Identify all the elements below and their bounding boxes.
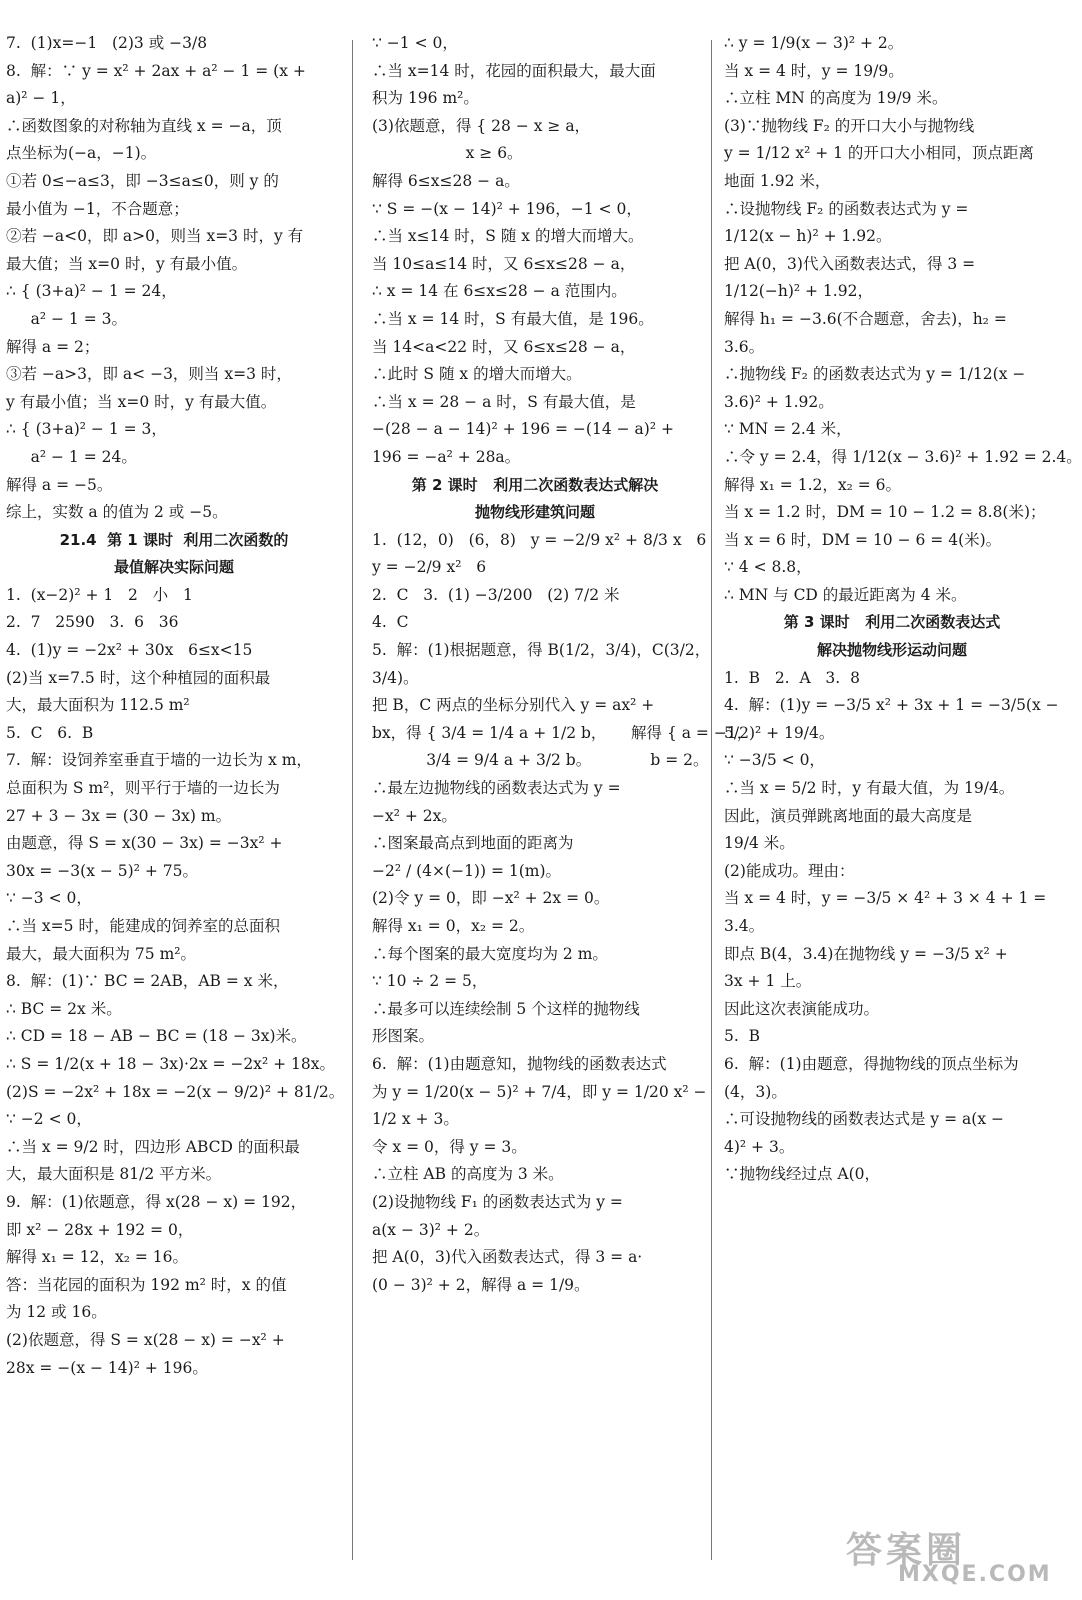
text-line: ∴当 x = 14 时，S 有最大值，是 196。 xyxy=(372,309,654,328)
column-divider xyxy=(711,40,712,1560)
section-heading: 第 3 课时 利用二次函数表达式 xyxy=(783,613,1001,632)
text-line: (2)当 x=7.5 时，这个种植园的面积最 xyxy=(6,668,271,687)
text-line: 点坐标为(−a，−1)。 xyxy=(6,144,157,163)
text-line: y 有最小值；当 x=0 时，y 有最大值。 xyxy=(6,392,277,411)
text-line: 解得 x₁ = 12，x₂ = 16。 xyxy=(6,1248,188,1267)
text-line: (2)令 y = 0，即 −x² + 2x = 0。 xyxy=(372,889,610,908)
text-line: (2)能成功。理由： xyxy=(724,861,855,880)
text-line: ∵ MN = 2.4 米， xyxy=(724,420,852,439)
text-line: ∴当 x=5 时，能建成的饲养室的总面积 xyxy=(6,917,280,935)
text-line: 为 12 或 16。 xyxy=(6,1303,107,1322)
text-line: 解得 6≤x≤28 − a。 xyxy=(372,171,520,190)
text-line: 5. C 6. B xyxy=(6,723,94,742)
text-line: ∵ −3/5 < 0， xyxy=(724,751,825,770)
text-line: 3.6)² + 1.92。 xyxy=(724,392,834,411)
text-line: 30x = −3(x − 5)² + 75。 xyxy=(6,861,198,880)
text-line: 4. 解：(1)y = −3/5 x² + 3x + 1 = −3/5(x − xyxy=(724,696,1059,715)
text-line: ∴当 x = 28 − a 时，S 有最大值，是 xyxy=(372,392,636,411)
text-line: 当 14<a<22 时，又 6≤x≤28 − a， xyxy=(372,337,636,356)
text-line: (4，3)。 xyxy=(724,1082,787,1101)
text-line: 答：当花园的面积为 192 m² 时，x 的值 xyxy=(6,1275,287,1294)
text-line: 3.4。 xyxy=(724,917,765,935)
text-line: ∵ −3 < 0， xyxy=(6,889,92,908)
text-line: ∴图案最高点到地面的距离为 xyxy=(372,834,574,853)
text-line: ∵抛物线经过点 A(0， xyxy=(724,1165,881,1184)
text-line: 当 x = 4 时，y = 19/9。 xyxy=(724,61,904,80)
text-line: a(x − 3)² + 2。 xyxy=(372,1220,490,1239)
text-line: ∵ 4 < 8.8， xyxy=(724,558,812,577)
text-line: ∴可设抛物线的函数表达式是 y = a(x − xyxy=(724,1110,1004,1129)
text-line: 5/2)² + 19/4。 xyxy=(724,723,835,742)
text-line: x ≥ 6。 xyxy=(372,144,523,163)
text-line: ∴函数图象的对称轴为直线 x = −a，顶 xyxy=(6,116,282,135)
text-line: ∴当 x≤14 时，S 随 x 的增大而增大。 xyxy=(372,227,644,246)
text-line: 4. (1)y = −2x² + 30x 6≤x<15 xyxy=(6,641,253,660)
text-line: 3x + 1 上。 xyxy=(724,972,812,991)
text-line: 综上，实数 a 的值为 2 或 −5。 xyxy=(6,503,228,522)
text-line: y = 1/12 x² + 1 的开口大小相同，顶点距离 xyxy=(724,144,1034,163)
text-line: 由题意，得 S = x(30 − 3x) = −3x² + xyxy=(6,834,283,853)
text-line: 6. 解：(1)由题意，得抛物线的顶点坐标为 xyxy=(724,1054,1019,1073)
watermark-logo xyxy=(846,1522,1056,1592)
text-line: ∴ S = 1/2(x + 18 − 3x)·2x = −2x² + 18x。 xyxy=(6,1054,336,1073)
text-line: 解得 a = −5。 xyxy=(6,475,113,494)
text-line: 2. 7 2590 3. 6 36 xyxy=(6,613,179,632)
text-line: 3/4)。 xyxy=(372,668,419,687)
text-line: (3)∵抛物线 F₂ 的开口大小与抛物线 xyxy=(724,116,975,135)
text-line: 大，最大面积为 112.5 m² xyxy=(6,696,190,715)
text-line: 令 x = 0，得 y = 3。 xyxy=(372,1137,527,1156)
text-line: 形图案。 xyxy=(372,1027,435,1046)
text-line: (2)S = −2x² + 18x = −2(x − 9/2)² + 81/2。 xyxy=(6,1082,345,1101)
text-line: ∴最多可以连续绘制 5 个这样的抛物线 xyxy=(372,999,640,1018)
text-line: −x² + 2x。 xyxy=(372,806,457,825)
text-line: ∴立柱 MN 的高度为 19/9 米。 xyxy=(724,89,948,108)
text-line: ∴当 x=14 时，花园的面积最大，最大面 xyxy=(372,61,656,80)
text-line: −2² / (4×(−1)) = 1(m)。 xyxy=(372,861,562,880)
section-heading: 最值解决实际问题 xyxy=(113,558,234,577)
text-line: 1. (x−2)² + 1 2 小 1 xyxy=(6,585,193,604)
section-heading: 第 2 课时 利用二次函数表达式解决 xyxy=(411,475,659,494)
text-line: 当 x = 4 时，y = −3/5 × 4² + 3 × 4 + 1 = xyxy=(724,889,1047,908)
text-line: 8. 解：(1)∵ BC = 2AB，AB = x 米， xyxy=(6,972,289,991)
text-line: ∴ BC = 2x 米。 xyxy=(6,999,122,1018)
watermark-url: MXQE.COM xyxy=(898,1562,1052,1587)
text-line: 1. (12，0) (6，8) y = −2/9 x² + 8/3 x 6 xyxy=(372,530,707,549)
text-line: a² − 1 = 3。 xyxy=(6,309,127,328)
text-line: bx，得 { 3/4 = 1/4 a + 1/2 b， 解得 { a = −1， xyxy=(372,723,753,742)
text-line: 28x = −(x − 14)² + 196。 xyxy=(6,1358,208,1377)
text-line: a)² − 1， xyxy=(6,89,76,108)
text-line: a² − 1 = 24。 xyxy=(6,447,137,466)
text-line: 1/12(x − h)² + 1.92。 xyxy=(724,227,892,246)
text-line: 最大值；当 x=0 时，y 有最小值。 xyxy=(6,254,248,273)
column-divider xyxy=(352,40,353,1560)
text-line: ①若 0≤−a≤3，即 −3≤a≤0，则 y 的 xyxy=(6,171,279,190)
text-line: 把 A(0，3)代入函数表达式，得 3 = xyxy=(724,254,976,273)
text-line: 解得 a = 2； xyxy=(6,337,100,356)
text-line: 5. B xyxy=(724,1027,761,1046)
text-line: 8. 解：∵ y = x² + 2ax + a² − 1 = (x + xyxy=(6,61,306,80)
column-right xyxy=(724,30,1082,1590)
text-line: 6. 解：(1)由题意知，抛物线的函数表达式 xyxy=(372,1054,667,1073)
text-line: 当 x = 6 时，DM = 10 − 6 = 4(米)。 xyxy=(724,530,1002,549)
text-line: 7. (1)x=−1 (2)3 或 −3/8 xyxy=(6,34,208,52)
text-line: ∵ S = −(x − 14)² + 196，−1 < 0， xyxy=(372,199,642,218)
text-line: 解得 x₁ = 0，x₂ = 2。 xyxy=(372,917,535,935)
text-line: ∴ { (3+a)² − 1 = 24， xyxy=(6,282,177,301)
text-line: (3)依题意，得 { 28 − x ≥ a， xyxy=(372,116,591,135)
text-line: ②若 −a<0，即 a>0，则当 x=3 时，y 有 xyxy=(6,227,304,246)
text-line: 4)² + 3。 xyxy=(724,1137,795,1156)
text-line: ∴设抛物线 F₂ 的函数表达式为 y = xyxy=(724,199,969,218)
text-line: 19/4 米。 xyxy=(724,834,795,853)
text-line: 积为 196 m²。 xyxy=(372,89,479,108)
section-heading: 21.4 第 1 课时 利用二次函数的 xyxy=(59,530,289,549)
text-line: ∴ y = 1/9(x − 3)² + 2。 xyxy=(724,34,904,52)
text-line: 把 A(0，3)代入函数表达式，得 3 = a· xyxy=(372,1248,643,1267)
text-line: 为 y = 1/20(x − 5)² + 7/4，即 y = 1/20 x² − xyxy=(372,1082,707,1101)
text-line: 当 10≤a≤14 时，又 6≤x≤28 − a， xyxy=(372,254,636,273)
text-line: ∴立柱 AB 的高度为 3 米。 xyxy=(372,1165,564,1184)
text-line: 因此这次表演能成功。 xyxy=(724,999,880,1018)
text-line: 总面积为 S m²，则平行于墙的一边长为 xyxy=(6,779,280,798)
text-line: 大，最大面积是 81/2 平方米。 xyxy=(6,1165,222,1184)
watermark-title: 答案圈 xyxy=(846,1530,967,1571)
text-line: ∴抛物线 F₂ 的函数表达式为 y = 1/12(x − xyxy=(724,365,1026,384)
text-line: 最小值为 −1，不合题意； xyxy=(6,199,189,218)
text-line: ∴最左边抛物线的函数表达式为 y = xyxy=(372,779,621,798)
text-line: 3.6。 xyxy=(724,337,765,356)
text-line: ∴ { (3+a)² − 1 = 3， xyxy=(6,420,167,439)
text-line: 9. 解：(1)依题意，得 x(28 − x) = 192， xyxy=(6,1192,307,1211)
text-line: ∵ −1 < 0， xyxy=(372,34,458,52)
text-line: ∴ x = 14 在 6≤x≤28 − a 范围内。 xyxy=(372,282,627,301)
text-line: (2)设抛物线 F₁ 的函数表达式为 y = xyxy=(372,1192,623,1211)
text-line: ∴此时 S 随 x 的增大而增大。 xyxy=(372,365,582,384)
section-heading: 解决抛物线形运动问题 xyxy=(816,641,967,660)
text-line: 因此，演员弹跳离地面的最大高度是 xyxy=(724,806,973,825)
text-line: ∴当 x = 9/2 时，四边形 ABCD 的面积最 xyxy=(6,1137,300,1156)
text-line: 地面 1.92 米， xyxy=(724,171,831,190)
text-line: 解得 h₁ = −3.6(不合题意，舍去)，h₂ = xyxy=(724,309,1007,328)
text-line: 解得 x₁ = 1.2，x₂ = 6。 xyxy=(724,475,902,494)
text-line: ∴令 y = 2.4，得 1/12(x − 3.6)² + 1.92 = 2.4。 xyxy=(724,447,1082,466)
text-line: ∵ −2 < 0， xyxy=(6,1110,92,1129)
text-line: −(28 − a − 14)² + 196 = −(14 − a)² + xyxy=(372,420,674,439)
text-line: 3/4 = 9/4 a + 3/2 b。 b = 2。 xyxy=(372,751,709,770)
text-line: 2. C 3. (1) −3/200 (2) 7/2 米 xyxy=(372,585,620,604)
text-line: 27 + 3 − 3x = (30 − 3x) m。 xyxy=(6,806,232,825)
text-line: ③若 −a>3，即 a< −3，则当 x=3 时， xyxy=(6,365,292,384)
text-line: 1/2 x + 3。 xyxy=(372,1110,459,1129)
text-line: 即 x² − 28x + 192 = 0， xyxy=(6,1220,194,1239)
text-line: 最大，最大面积为 75 m²。 xyxy=(6,944,196,963)
text-line: ∴ CD = 18 − AB − BC = (18 − 3x)米。 xyxy=(6,1027,307,1046)
text-line: 即点 B(4，3.4)在抛物线 y = −3/5 x² + xyxy=(724,944,1008,963)
text-line: y = −2/9 x² 6 xyxy=(372,558,487,577)
text-line: ∴当 x = 5/2 时，y 有最大值，为 19/4。 xyxy=(724,779,1015,798)
text-line: 4. C xyxy=(372,613,409,632)
text-line: ∴ MN 与 CD 的最近距离为 4 米。 xyxy=(724,585,967,604)
text-line: 把 B，C 两点的坐标分别代入 y = ax² + xyxy=(372,696,655,715)
text-line: (2)依题意，得 S = x(28 − x) = −x² + xyxy=(6,1330,285,1349)
text-line: 7. 解：设饲养室垂直于墙的一边长为 x m， xyxy=(6,751,312,770)
text-line: 196 = −a² + 28a。 xyxy=(372,447,521,466)
text-line: ∵ 10 ÷ 2 = 5， xyxy=(372,972,488,991)
text-line: 5. 解：(1)根据题意，得 B(1/2，3/4)，C(3/2， xyxy=(372,641,711,660)
text-line: 1/12(−h)² + 1.92， xyxy=(724,282,873,301)
text-line: 1. B 2. A 3. 8 xyxy=(724,668,860,687)
text-line: ∴每个图案的最大宽度均为 2 m。 xyxy=(372,944,608,963)
text-line: 当 x = 1.2 时，DM = 10 − 1.2 = 8.8(米)； xyxy=(724,503,1046,522)
section-heading: 抛物线形建筑问题 xyxy=(474,503,595,522)
column-left xyxy=(6,30,345,1590)
text-line: (0 − 3)² + 2，解得 a = 1/9。 xyxy=(372,1275,590,1294)
